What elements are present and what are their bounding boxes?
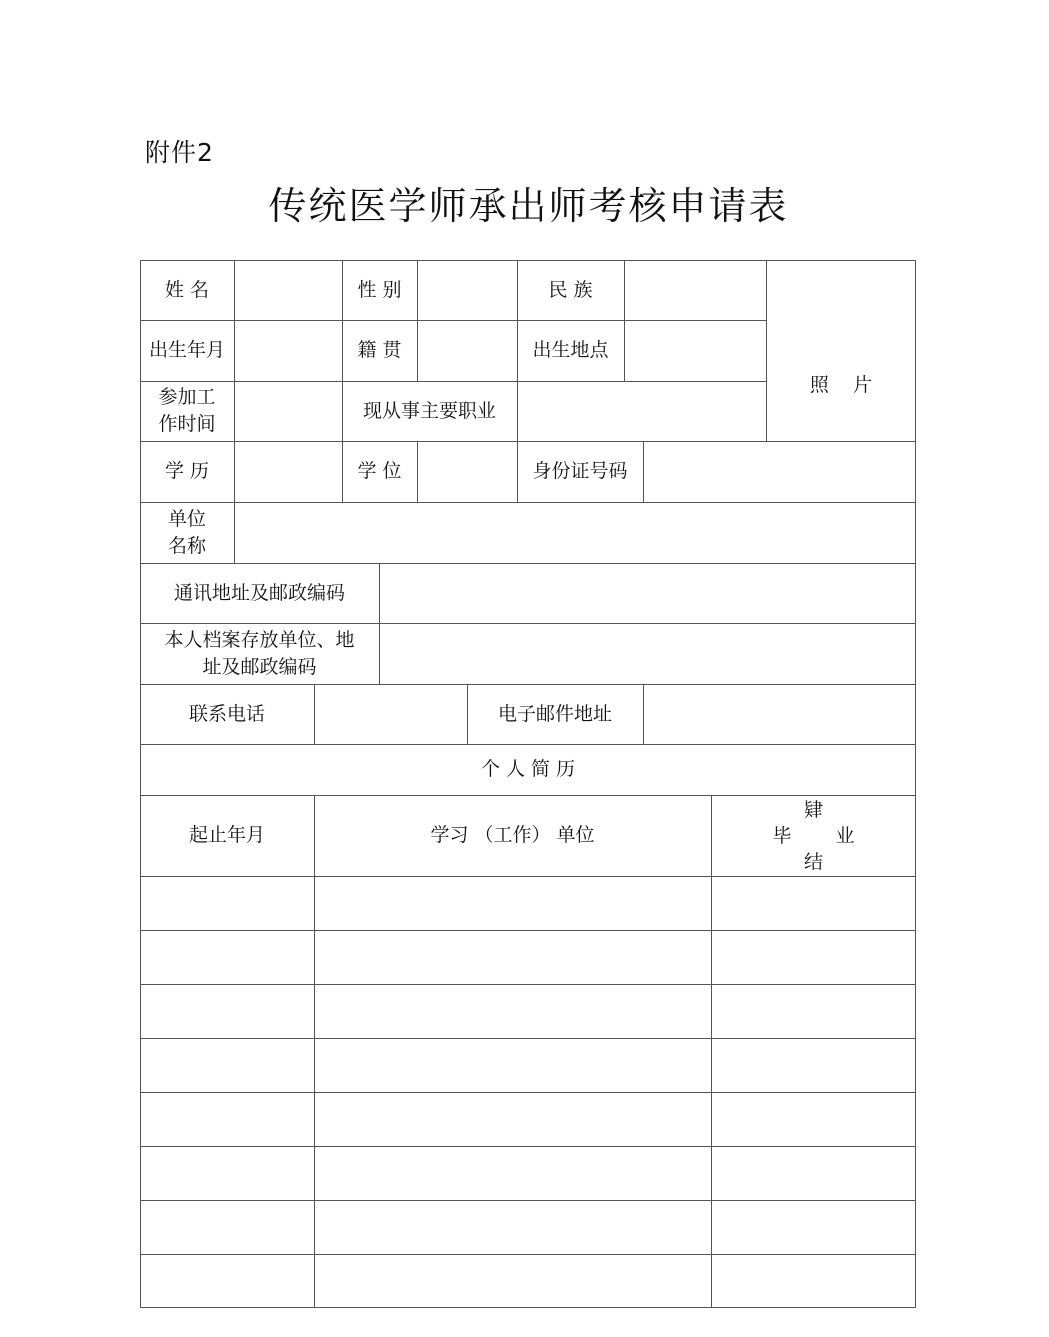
label-education: 学 历 bbox=[164, 460, 210, 482]
label-archive-location bbox=[140, 623, 379, 684]
field-native-place[interactable] bbox=[418, 321, 516, 380]
field-current-occupation[interactable] bbox=[518, 382, 765, 440]
resume-row-8-status[interactable] bbox=[711, 1254, 916, 1307]
resume-row-1-period[interactable] bbox=[140, 876, 314, 930]
resume-row-1-status[interactable] bbox=[711, 876, 916, 930]
field-phone[interactable] bbox=[315, 685, 466, 743]
label-work-start-line1: 参加工 bbox=[158, 386, 216, 408]
photo-box[interactable]: 照 片 bbox=[809, 373, 873, 396]
label-work-start-time bbox=[140, 381, 234, 441]
field-birth-place[interactable] bbox=[625, 321, 765, 380]
resume-col-unit: 学习 （工作） 单位 bbox=[430, 824, 595, 846]
field-gender[interactable] bbox=[418, 261, 516, 319]
label-birth-place: 出生地点 bbox=[532, 339, 609, 361]
resume-row-7-unit[interactable] bbox=[314, 1200, 711, 1254]
field-ethnicity[interactable] bbox=[625, 261, 765, 319]
field-unit-name[interactable] bbox=[235, 503, 914, 562]
label-work-start-line2: 作时间 bbox=[158, 413, 216, 435]
resume-row-5-period[interactable] bbox=[140, 1092, 314, 1146]
resume-row-5-status[interactable] bbox=[711, 1092, 916, 1146]
resume-row-2-status[interactable] bbox=[711, 930, 916, 984]
resume-col-status-top: 肄 bbox=[803, 798, 823, 821]
field-address-postcode[interactable] bbox=[380, 564, 914, 622]
form-title: 传统医学师承出师考核申请表 bbox=[268, 184, 789, 228]
resume-row-2-unit[interactable] bbox=[314, 930, 711, 984]
resume-row-4-unit[interactable] bbox=[314, 1038, 711, 1092]
field-archive-location[interactable] bbox=[380, 624, 914, 683]
resume-row-3-period[interactable] bbox=[140, 984, 314, 1038]
field-birth-date[interactable] bbox=[235, 321, 341, 380]
resume-col-status-bottom: 结 bbox=[803, 850, 823, 873]
resume-row-7-status[interactable] bbox=[711, 1200, 916, 1254]
label-ethnicity: 民 族 bbox=[548, 278, 593, 301]
label-archive-line2: 址及邮政编码 bbox=[202, 655, 317, 678]
field-email[interactable] bbox=[644, 685, 914, 743]
field-name[interactable] bbox=[235, 261, 341, 319]
label-archive-line1: 本人档案存放单位、地 bbox=[164, 628, 355, 651]
label-id-number: 身份证号码 bbox=[532, 460, 628, 482]
label-current-occupation: 现从事主要职业 bbox=[362, 399, 496, 422]
resume-col-period: 起止年月 bbox=[188, 824, 265, 846]
field-education[interactable] bbox=[235, 442, 341, 501]
resume-col-status-mid-left: 毕 bbox=[772, 824, 792, 847]
resume-row-6-period[interactable] bbox=[140, 1146, 314, 1200]
field-work-start-time[interactable] bbox=[235, 382, 341, 440]
label-unit-name bbox=[140, 502, 234, 563]
resume-col-status bbox=[711, 795, 916, 876]
field-degree[interactable] bbox=[418, 442, 516, 501]
resume-row-3-unit[interactable] bbox=[314, 984, 711, 1038]
label-unit-line1: 单位 bbox=[167, 507, 206, 530]
resume-row-6-status[interactable] bbox=[711, 1146, 916, 1200]
resume-row-1-unit[interactable] bbox=[314, 876, 711, 930]
label-phone: 联系电话 bbox=[188, 702, 265, 725]
resume-section-title: 个 人 简 历 bbox=[480, 758, 576, 780]
resume-row-3-status[interactable] bbox=[711, 984, 916, 1038]
label-native-place: 籍 贯 bbox=[357, 339, 402, 361]
label-name: 姓 名 bbox=[164, 278, 210, 301]
label-unit-line2: 名称 bbox=[167, 534, 206, 557]
resume-row-4-period[interactable] bbox=[140, 1038, 314, 1092]
field-id-number[interactable] bbox=[644, 442, 914, 501]
resume-row-2-period[interactable] bbox=[140, 930, 314, 984]
resume-col-status-mid-right: 业 bbox=[835, 824, 855, 847]
resume-row-4-status[interactable] bbox=[711, 1038, 916, 1092]
label-address-postcode: 通讯地址及邮政编码 bbox=[173, 581, 345, 604]
application-form-table bbox=[140, 260, 916, 1308]
resume-row-8-unit[interactable] bbox=[314, 1254, 711, 1307]
attachment-label: 附件2 bbox=[145, 138, 214, 167]
resume-row-5-unit[interactable] bbox=[314, 1092, 711, 1146]
resume-row-7-period[interactable] bbox=[140, 1200, 314, 1254]
label-gender: 性 别 bbox=[357, 278, 402, 301]
label-email: 电子邮件地址 bbox=[497, 702, 612, 725]
resume-row-6-unit[interactable] bbox=[314, 1146, 711, 1200]
label-degree: 学 位 bbox=[357, 460, 402, 482]
label-birth-date: 出生年月 bbox=[148, 339, 225, 361]
grid-line bbox=[140, 1307, 916, 1308]
resume-row-8-period[interactable] bbox=[140, 1254, 314, 1307]
